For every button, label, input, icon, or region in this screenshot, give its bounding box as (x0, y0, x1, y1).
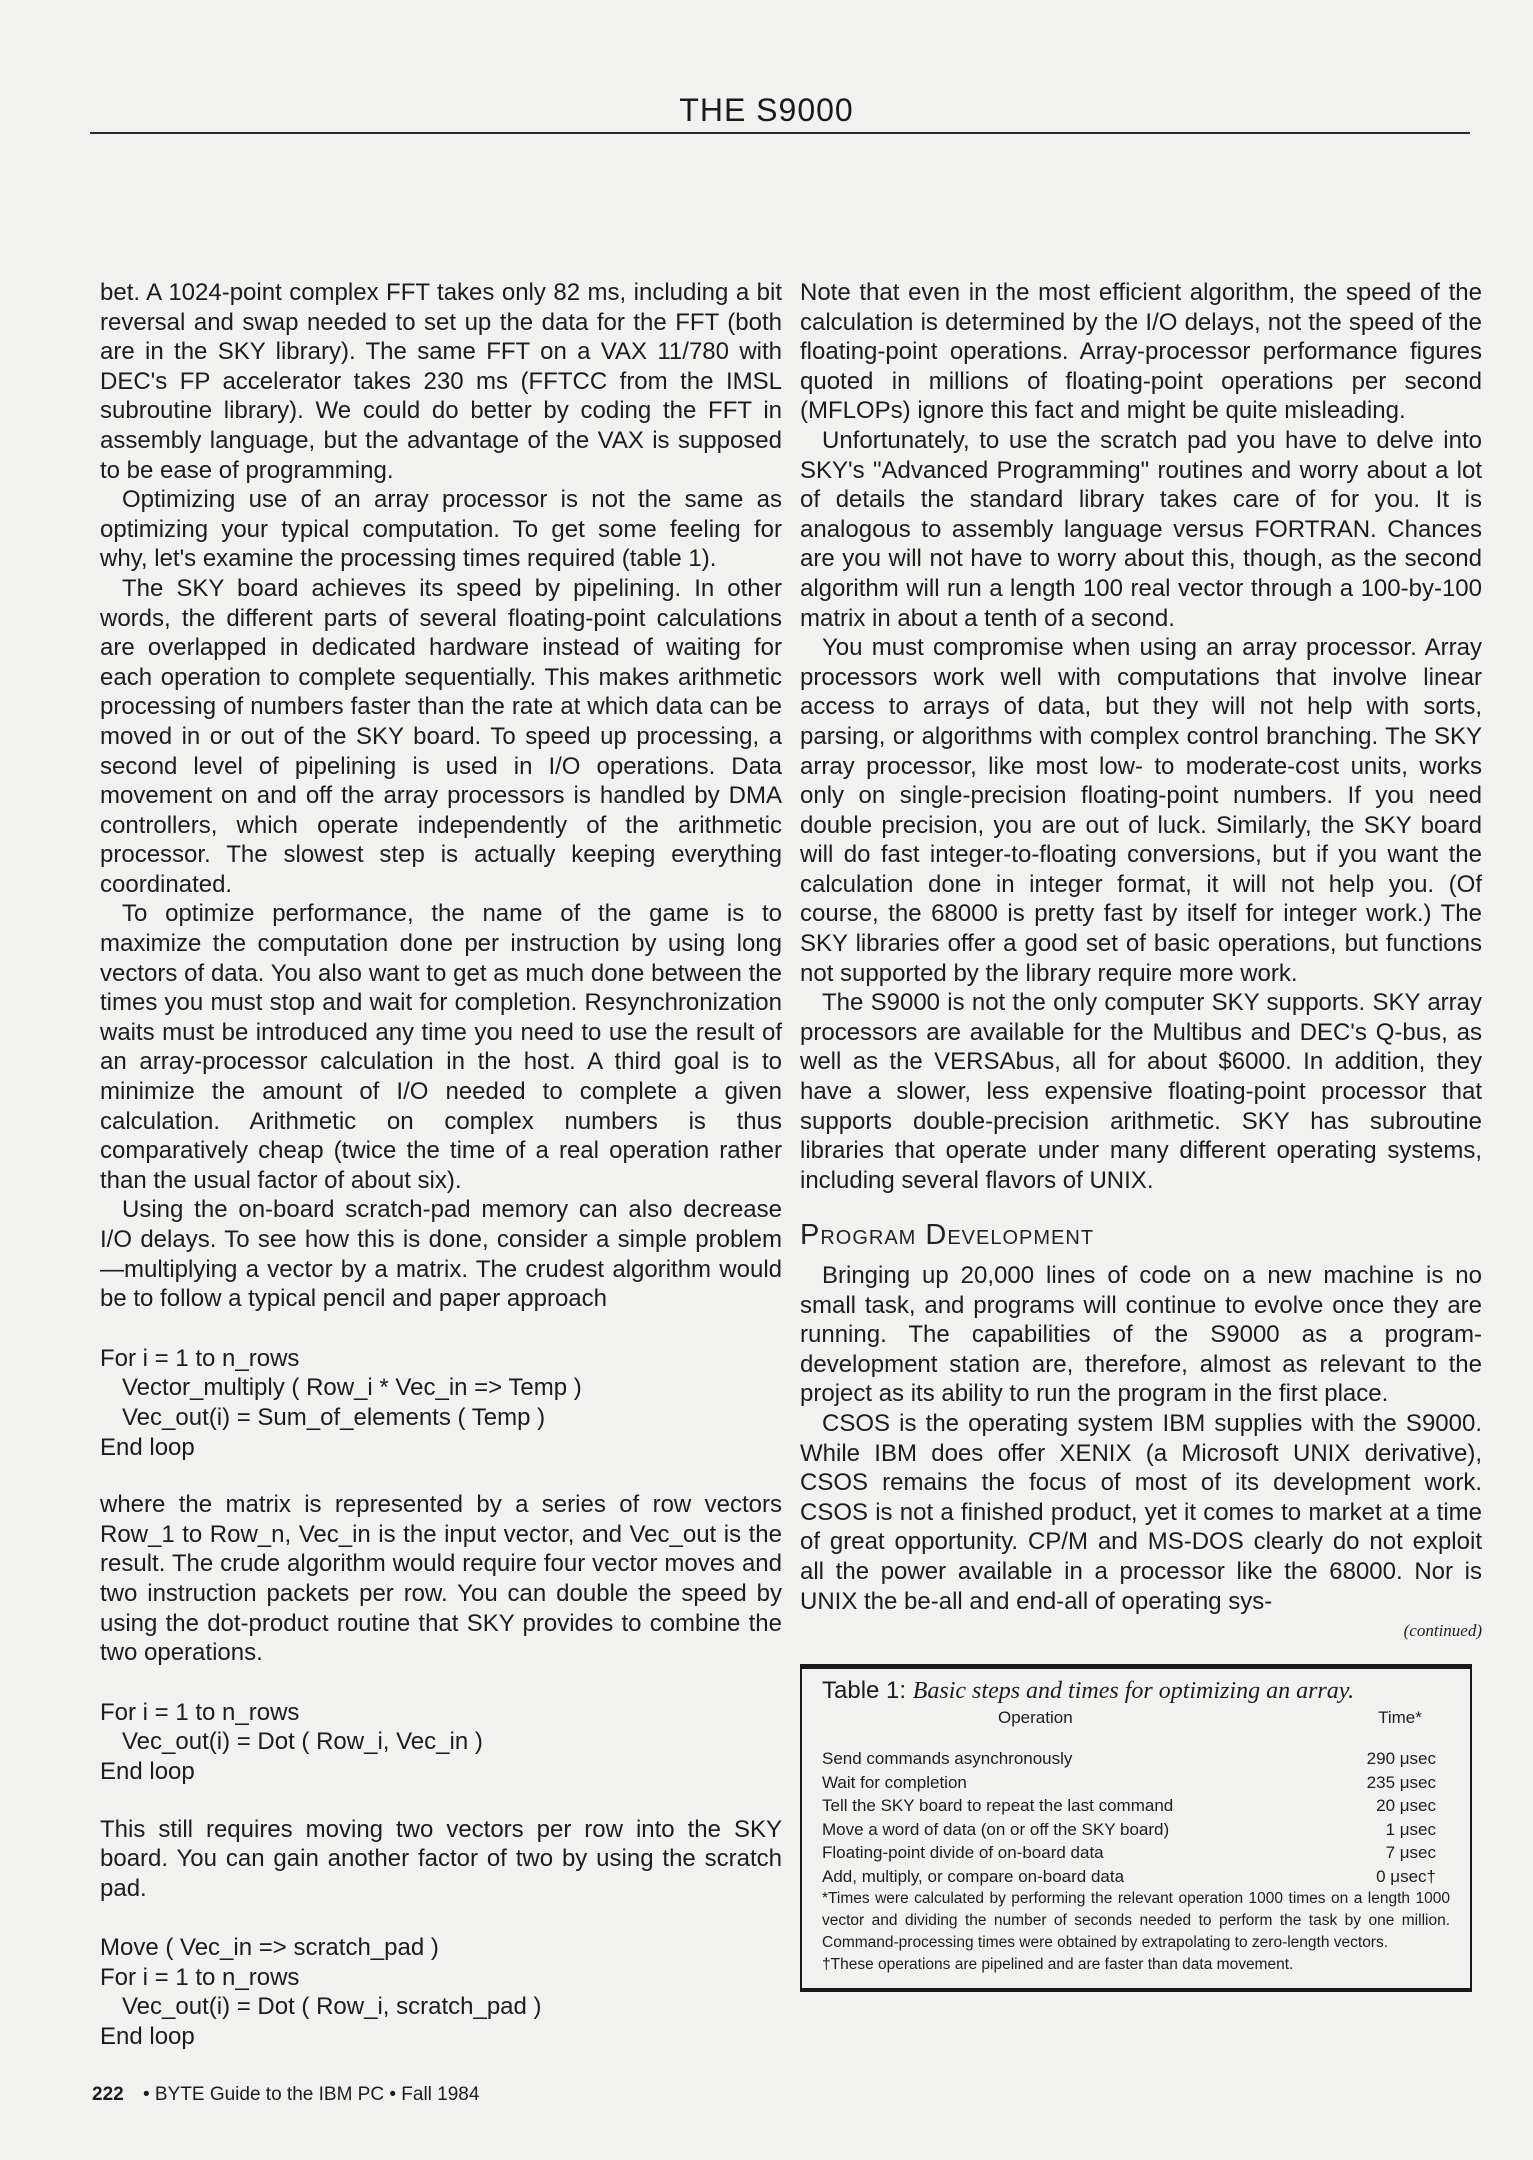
paragraph: The SKY board achieves its speed by pipelining. In other words, the different parts of several floating-point calculations are overlapped in dedicated hardware instead of waiting for each operation to complete sequentially. This makes arithmetic processing of numbers faster than the rate at which data can be moved in or out of the SKY board. To speed up processing, a second level of pipelining is used in I/O operations. Data movement on and off the array processors is handled by DMA controllers, which operate independently of the arithmetic processor. The slowest step is actually keeping everything coordinated. (100, 574, 782, 898)
paragraph: The S9000 is not the only computer SKY supports. SKY array processors are available for the Multibus and DEC's Q-bus, as well as the VERSAbus, all for about $6000. In addition, they have a slower, less expensive floating-point processor that supports double-precision arithmetic. SKY has subroutine libraries that operate under many different operating systems, including several flavors of UNIX. (800, 989, 1482, 1194)
publication-line: • BYTE Guide to the IBM PC • Fall 1984 (142, 2084, 480, 2105)
code-line: Vector_multiply ( Row_i * Vec_in => Temp ) (122, 1374, 582, 1402)
paragraph: CSOS is the operating system IBM supplies with the S9000. While IBM does offer XENIX (a Microsoft UNIX derivative), CSOS remains the focus of most of its development work. CSOS is not a finished product, yet it comes to market at a time of great opportunity. CP/M and MS-DOS clearly do not exploit all the power available in a processor like the 68000. Nor is UNIX the be-all and end-all of operating sys- (800, 1409, 1482, 1615)
operation-cell: Floating-point divide of on-board data (822, 1843, 1104, 1862)
column-header-operation: Operation (998, 1707, 1073, 1727)
time-cell: 1 μsec (1385, 1819, 1436, 1839)
paragraph: This still requires moving two vectors per row into the SKY board. You can gain another factor of two by using the scratch pad. (100, 1815, 782, 1902)
code-line: End loop (100, 2023, 195, 2051)
page-header-title: THE S9000 (679, 92, 854, 128)
code-line: Move ( Vec_in => scratch_pad ) (100, 1934, 439, 1962)
paragraph: To optimize performance, the name of the game is to maximize the computation done per instruction by using long vectors of data. You also want to get as much done between the times you must stop and wait for completion. Resynchronization waits must be introduced any time you need to use the result of an array-processor calculation in the host. A third goal is to minimize the amount of I/O needed to complete a given calculation. Arithmetic on complex numbers is thus comparatively cheap (twice the time of a real operation rather than the usual factor of about six). (100, 900, 782, 1194)
paragraph: Note that even in the most efficient algorithm, the speed of the calculation is determined by the I/O delays, not the speed of the floating-point operations. Array-processor performance figures quoted in millions of floating-point operations per second (MFLOPs) ignore this fact and might be quite misleading. (800, 279, 1482, 425)
operation-cell: Wait for completion (822, 1772, 967, 1792)
code-line: End loop (100, 1757, 195, 1785)
table-row (822, 1771, 1450, 1795)
right-column (800, 278, 1482, 1646)
paragraph: where the matrix is represented by a series of row vectors Row_1 to Row_n, Vec_in is the input vector, and Vec_out is the result. The crude algorithm would require four vector moves and two instruction packets per row. You can double the speed by using the dot-product routine that SKY provides to combine the two operations. (100, 1491, 782, 1667)
table-footnote: †These operations are pipelined and are faster than data movement. (822, 1956, 1294, 1973)
section-heading: Program Development (800, 1219, 1095, 1252)
table-1 (800, 1664, 1472, 1992)
operation-cell: Move a word of data (on or off the SKY board) (822, 1819, 1170, 1839)
code-line: For i = 1 to n_rows (100, 1344, 300, 1372)
code-block-crude (100, 1344, 782, 1462)
table-caption (822, 1679, 1450, 1704)
page-number: 222 (92, 2084, 124, 2105)
code-line: Vec_out(i) = Dot ( Row_i, Vec_in ) (122, 1728, 483, 1756)
code-line: Vec_out(i) = Dot ( Row_i, scratch_pad ) (122, 1993, 542, 2021)
operation-cell: Send commands asynchronously (822, 1749, 1073, 1768)
left-column (100, 278, 782, 2080)
operation-cell: Tell the SKY board to repeat the last command (822, 1796, 1174, 1815)
paragraph: Unfortunately, to use the scratch pad you have to delve into SKY's "Advanced Programming" routines and worry about a lot of details the standard library takes care of for you. It is analogous to assembly language versus FORTRAN. Chances are you will not have to worry about this, though, as the second algorithm will run a length 100 real vector through a 100-by-100 matrix in about a tenth of a second. (800, 426, 1482, 632)
table-label: Table 1: (822, 1677, 907, 1704)
time-cell: 20 μsec (1376, 1796, 1436, 1815)
time-cell: 235 μsec (1366, 1772, 1436, 1792)
code-line: For i = 1 to n_rows (100, 1963, 300, 1991)
code-block-dot (100, 1698, 782, 1787)
paragraph: bet. A 1024-point complex FFT takes only 82 ms, including a bit reversal and swap needed to set up the data for the FFT (both are in the SKY library). The same FFT on a VAX 11/780 with DEC's FP accelerator takes 230 ms (FFTCC from the IMSL subroutine library). We could do better by coding the FFT in assembly language, but the advantage of the VAX is supposed to be ease of programming. (100, 279, 782, 484)
code-block-scratch (100, 1933, 782, 2051)
code-line: Vec_out(i) = Sum_of_elements ( Temp ) (122, 1403, 546, 1431)
table-row (822, 1865, 1450, 1889)
header-rule (90, 132, 1470, 134)
column-header-time: Time* (1378, 1707, 1422, 1727)
table-row (822, 1841, 1450, 1865)
table-row (822, 1818, 1450, 1842)
table-row (822, 1747, 1450, 1771)
time-cell: 7 μsec (1385, 1843, 1436, 1862)
table-row (822, 1794, 1450, 1818)
code-line: For i = 1 to n_rows (100, 1698, 300, 1726)
time-cell: 290 μsec (1366, 1749, 1436, 1768)
time-cell: 0 μsec† (1376, 1866, 1436, 1886)
table-footnote: *Times were calculated by performing the relevant operation 1000 times on a length 1000 vector and dividing the number of seconds needed to perform the task by one million. Command-processing times were obtained by extrapolating to zero-length vectors. (822, 1890, 1450, 1951)
paragraph: Using the on-board scratch-pad memory can also decrease I/O delays. To see how this is done, consider a simple problem—multiplying a vector by a matrix. The crudest algorithm would be to follow a typical pencil and paper approach (100, 1196, 782, 1313)
paragraph: Optimizing use of an array processor is not the same as optimizing your typical computation. To get some feeling for why, let's examine the processing times required (table 1). (100, 486, 782, 573)
table-header-row (822, 1706, 1450, 1730)
page-footer (92, 2084, 479, 2106)
operation-cell: Add, multiply, or compare on-board data (822, 1866, 1125, 1886)
code-line: End loop (100, 1433, 195, 1461)
paragraph: You must compromise when using an array processor. Array processors work well with computations that involve linear access to arrays of data, but they will not help with sorts, parsing, or algorithms with complex control branching. The SKY array processor, like most low- to moderate-cost units, works only on single-precision floating-point numbers. If you need double precision, you are out of luck. Similarly, the SKY board will do fast integer-to-floating conversions, but if you want the calculation done in integer format, it will not help you. (Of course, the 68000 is pretty fast by itself for integer work.) The SKY libraries offer a good set of basic operations, but functions not supported by the library require more work. (800, 634, 1482, 987)
paragraph: Bringing up 20,000 lines of code on a new machine is no small task, and programs will continue to evolve once they are running. The capabilities of the S9000 as a program-development station are, therefore, almost as relevant to the project as its ability to run the program in the first place. (800, 1262, 1482, 1408)
table-description: Basic steps and times for optimizing an array. (912, 1678, 1355, 1704)
continued-marker: (continued) (1403, 1621, 1482, 1641)
